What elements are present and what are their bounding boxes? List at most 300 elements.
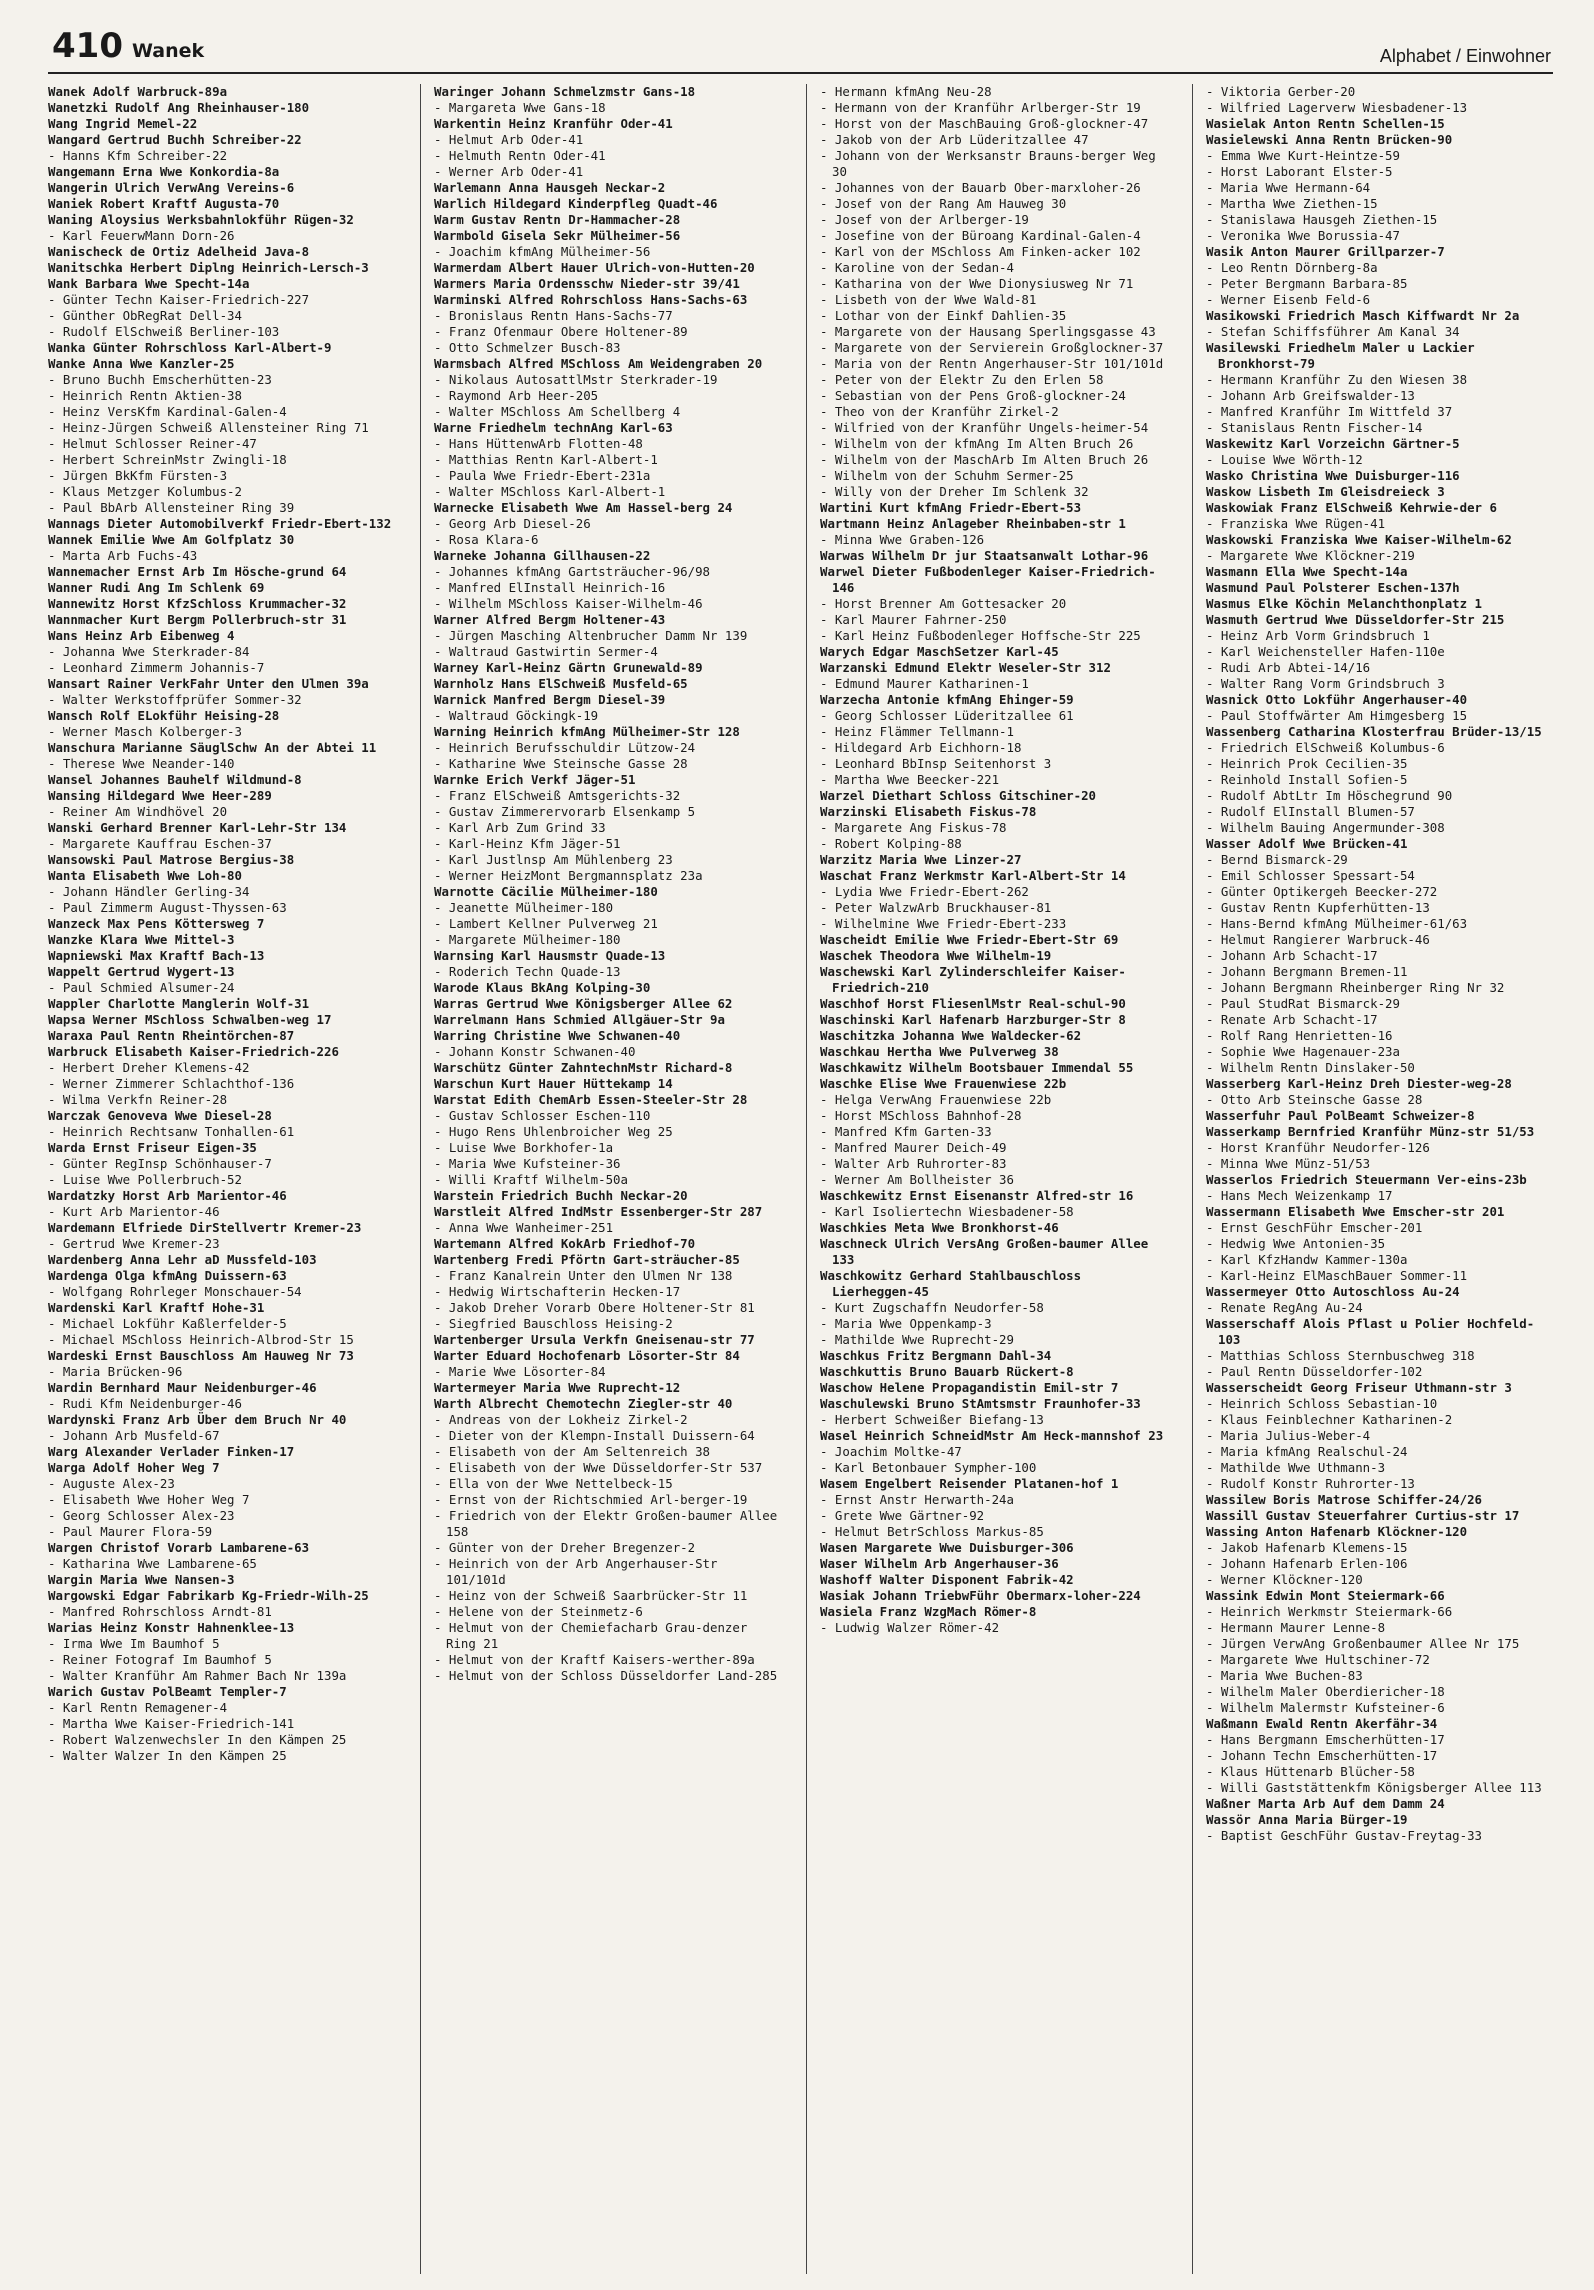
directory-entry: - Franz Ofenmaur Obere Holtener-89 bbox=[434, 324, 688, 339]
directory-entry: - Karl Rentn Remagener-4 bbox=[48, 1700, 228, 1715]
directory-entry: - Helene von der Steinmetz-6 bbox=[434, 1604, 643, 1619]
directory-entry: Wardenski Karl Kraftf Hohe-31 bbox=[48, 1300, 265, 1315]
directory-entry: - Marta Arb Fuchs-43 bbox=[48, 548, 198, 563]
directory-entry: - Leonhard BbInsp Seitenhorst 3 bbox=[820, 756, 1052, 771]
directory-entry: Wansart Rainer VerkFahr Unter den Ulmen 39a bbox=[48, 676, 369, 691]
directory-entry: - Hermann von der Kranführ Arlberger-Str 19 bbox=[820, 100, 1141, 115]
directory-entry: - Gustav Rentn Kupferhütten-13 bbox=[1206, 900, 1430, 915]
directory-entry: - Walter Arb Ruhrorter-83 bbox=[820, 1156, 1007, 1171]
directory-entry: Waschek Theodora Wwe Wilhelm-19 bbox=[820, 948, 1052, 963]
directory-entry: - Willi Kraftf Wilhelm-50a bbox=[434, 1172, 628, 1187]
directory-entry: Warnsing Karl Hausmstr Quade-13 bbox=[434, 948, 666, 963]
directory-entry: - Werner Klöckner-120 bbox=[1206, 1572, 1363, 1587]
directory-entry: Wardatzky Horst Arb Marientor-46 bbox=[48, 1188, 287, 1203]
directory-entry: - Hans HüttenwArb Flotten-48 bbox=[434, 436, 643, 451]
directory-entry: - Helmut Arb Oder-41 bbox=[434, 132, 584, 147]
directory-entry: Warlich Hildegard Kinderpfleg Quadt-46 bbox=[434, 196, 718, 211]
directory-entry: Warich Gustav PolBeamt Templer-7 bbox=[48, 1684, 287, 1699]
directory-entry: - Horst von der MaschBauing Groß-glockner-47 bbox=[820, 116, 1149, 131]
column-divider bbox=[806, 84, 807, 2274]
column-3 bbox=[820, 84, 1166, 2274]
directory-entry: Warda Ernst Friseur Eigen-35 bbox=[48, 1140, 257, 1155]
directory-entry: - Johann von der Werksanstr Brauns-berger Weg 30 bbox=[820, 148, 1156, 179]
directory-entry: Waschat Franz Werkmstr Karl-Albert-Str 14 bbox=[820, 868, 1126, 883]
directory-entry: - Leo Rentn Dörnberg-8a bbox=[1206, 260, 1378, 275]
directory-entry: Wasserberg Karl-Heinz Dreh Diester-weg-28 bbox=[1206, 1076, 1512, 1091]
directory-entry: Warnke Erich Verkf Jäger-51 bbox=[434, 772, 636, 787]
directory-entry: - Ludwig Walzer Römer-42 bbox=[820, 1620, 1000, 1635]
directory-entry: - Margarete Ang Fiskus-78 bbox=[820, 820, 1007, 835]
directory-entry: Warstleit Alfred IndMstr Essenberger-Str 287 bbox=[434, 1204, 763, 1219]
directory-entry: - Johann Händler Gerling-34 bbox=[48, 884, 250, 899]
directory-entry: - Wilhelm von der kfmAng Im Alten Bruch 26 bbox=[820, 436, 1134, 451]
directory-entry: Wasserscheidt Georg Friseur Uthmann-str 3 bbox=[1206, 1380, 1512, 1395]
directory-entry: - Hildegard Arb Eichhorn-18 bbox=[820, 740, 1022, 755]
directory-entry: - Maria kfmAng Realschul-24 bbox=[1206, 1444, 1408, 1459]
directory-entry: - Sebastian von der Pens Groß-glockner-24 bbox=[820, 388, 1126, 403]
directory-entry: Wasilewski Friedhelm Maler u Lackier Bronkhorst-79 bbox=[1206, 340, 1475, 371]
directory-entry: Wasmann Ella Wwe Specht-14a bbox=[1206, 564, 1408, 579]
directory-entry: Wassilew Boris Matrose Schiffer-24/26 bbox=[1206, 1492, 1483, 1507]
directory-entry: Warstat Edith ChemArb Essen-Steeler-Str 28 bbox=[434, 1092, 748, 1107]
directory-entry: Wanner Rudi Ang Im Schlenk 69 bbox=[48, 580, 265, 595]
directory-entry: Warzanski Edmund Elektr Weseler-Str 312 bbox=[820, 660, 1111, 675]
directory-entry: Wargowski Edgar Fabrikarb Kg-Friedr-Wilh-25 bbox=[48, 1588, 369, 1603]
directory-entry: Waskow Lisbeth Im Gleisdreieck 3 bbox=[1206, 484, 1445, 499]
directory-entry: - Jürgen VerwAng Großenbaumer Allee Nr 175 bbox=[1206, 1636, 1520, 1651]
directory-entry: - Franz Kanalrein Unter den Ulmen Nr 138 bbox=[434, 1268, 733, 1283]
directory-entry: - Wilhelmine Wwe Friedr-Ebert-233 bbox=[820, 916, 1067, 931]
directory-entry: - Siegfried Bauschloss Heising-2 bbox=[434, 1316, 673, 1331]
directory-entry: - Hans-Bernd kfmAng Mülheimer-61/63 bbox=[1206, 916, 1468, 931]
directory-entry: - Paul Rentn Düsseldorfer-102 bbox=[1206, 1364, 1423, 1379]
directory-entry: - Elisabeth von der Am Seltenreich 38 bbox=[434, 1444, 711, 1459]
directory-entry: - Jakob von der Arb Lüderitzallee 47 bbox=[820, 132, 1089, 147]
directory-entry: - Paul Schmied Alsumer-24 bbox=[48, 980, 235, 995]
directory-entry: - Margarete Mülheimer-180 bbox=[434, 932, 621, 947]
directory-entry: Warg Alexander Verlader Finken-17 bbox=[48, 1444, 295, 1459]
directory-entry: Warmsbach Alfred MSchloss Am Weidengraben 20 bbox=[434, 356, 763, 371]
directory-entry: - Heinz Arb Vorm Grindsbruch 1 bbox=[1206, 628, 1430, 643]
directory-entry: - Heinrich Rentn Aktien-38 bbox=[48, 388, 242, 403]
directory-entry: - Peter von der Elektr Zu den Erlen 58 bbox=[820, 372, 1104, 387]
directory-entry: - Bernd Bismarck-29 bbox=[1206, 852, 1348, 867]
directory-entry: Washoff Walter Disponent Fabrik-42 bbox=[820, 1572, 1074, 1587]
directory-entry: - Wolfgang Rohrleger Monschauer-54 bbox=[48, 1284, 302, 1299]
directory-entry: Waskewitz Karl Vorzeichn Gärtner-5 bbox=[1206, 436, 1460, 451]
directory-entry: Wanski Gerhard Brenner Karl-Lehr-Str 134 bbox=[48, 820, 347, 835]
directory-entry: - Katharina Wwe Lambarene-65 bbox=[48, 1556, 257, 1571]
directory-entry: - Heinz VersKfm Kardinal-Galen-4 bbox=[48, 404, 287, 419]
directory-entry: - Wilhelm von der MaschArb Im Alten Bruch 26 bbox=[820, 452, 1149, 467]
directory-entry: - Hans Bergmann Emscherhütten-17 bbox=[1206, 1732, 1445, 1747]
directory-entry: Wardenberg Anna Lehr aD Mussfeld-103 bbox=[48, 1252, 317, 1267]
directory-entry: Wangerin Ulrich VerwAng Vereins-6 bbox=[48, 180, 295, 195]
directory-entry: Wapniewski Max Kraftf Bach-13 bbox=[48, 948, 265, 963]
directory-entry: Warning Heinrich kfmAng Mülheimer-Str 128 bbox=[434, 724, 740, 739]
directory-entry: - Karl Maurer Fahrner-250 bbox=[820, 612, 1007, 627]
directory-entry: - Heinrich Prok Cecilien-35 bbox=[1206, 756, 1408, 771]
directory-entry: - Ernst Anstr Herwarth-24a bbox=[820, 1492, 1014, 1507]
directory-entry: Wasel Heinrich SchneidMstr Am Heck-mannshof 23 bbox=[820, 1428, 1164, 1443]
column-divider bbox=[420, 84, 421, 2274]
directory-entry: Waschkawitz Wilhelm Bootsbauer Immendal 55 bbox=[820, 1060, 1134, 1075]
directory-entry: Warneke Johanna Gillhausen-22 bbox=[434, 548, 651, 563]
directory-entry: - Joachim kfmAng Mülheimer-56 bbox=[434, 244, 651, 259]
directory-entry: - Waltraud Göckingk-19 bbox=[434, 708, 599, 723]
directory-entry: Wanzeck Max Pens Köttersweg 7 bbox=[48, 916, 265, 931]
directory-entry: - Michael MSchloss Heinrich-Albrod-Str 15 bbox=[48, 1332, 354, 1347]
directory-entry: - Luise Wwe Pollerbruch-52 bbox=[48, 1172, 242, 1187]
directory-entry: - Georg Schlosser Lüderitzallee 61 bbox=[820, 708, 1074, 723]
directory-entry: - Gustav Schlosser Eschen-110 bbox=[434, 1108, 651, 1123]
directory-entry: Wassink Edwin Mont Steiermark-66 bbox=[1206, 1588, 1445, 1603]
directory-entry: - Minna Wwe Graben-126 bbox=[820, 532, 985, 547]
directory-entry: Wasko Christina Wwe Duisburger-116 bbox=[1206, 468, 1460, 483]
directory-entry: Wartermeyer Maria Wwe Ruprecht-12 bbox=[434, 1380, 681, 1395]
directory-entry: - Herbert Dreher Klemens-42 bbox=[48, 1060, 250, 1075]
directory-entry: Wardynski Franz Arb Über dem Bruch Nr 40 bbox=[48, 1412, 347, 1427]
directory-entry: - Maria Wwe Hermann-64 bbox=[1206, 180, 1371, 195]
directory-entry: Wassör Anna Maria Bürger-19 bbox=[1206, 1812, 1408, 1827]
directory-entry: - Sophie Wwe Hagenauer-23a bbox=[1206, 1044, 1400, 1059]
directory-entry: - Horst Laborant Elster-5 bbox=[1206, 164, 1393, 179]
directory-entry: - Karl Heinz Fußbodenleger Hoffsche-Str 225 bbox=[820, 628, 1141, 643]
directory-entry: - Walter Rang Vorm Grindsbruch 3 bbox=[1206, 676, 1445, 691]
directory-entry: - Günter RegInsp Schönhauser-7 bbox=[48, 1156, 272, 1171]
column-1 bbox=[48, 84, 394, 2274]
directory-entry: Waschinski Karl Hafenarb Harzburger-Str 8 bbox=[820, 1012, 1126, 1027]
column-2 bbox=[434, 84, 780, 2274]
directory-entry: - Reiner Am Windhövel 20 bbox=[48, 804, 228, 819]
directory-entry: - Wilfried von der Kranführ Ungels-heimer-54 bbox=[820, 420, 1149, 435]
directory-entry: - Lydia Wwe Friedr-Ebert-262 bbox=[820, 884, 1029, 899]
directory-entry: Wanka Günter Rohrschloss Karl-Albert-9 bbox=[48, 340, 332, 355]
directory-entry: - Lothar von der Einkf Dahlien-35 bbox=[820, 308, 1067, 323]
directory-entry: - Margareta Wwe Gans-18 bbox=[434, 100, 606, 115]
directory-entry: - Mathilde Wwe Uthmann-3 bbox=[1206, 1460, 1386, 1475]
directory-entry: Wansel Johannes Bauhelf Wildmund-8 bbox=[48, 772, 302, 787]
directory-entry: - Dieter von der Klempn-Install Duissern-64 bbox=[434, 1428, 755, 1443]
directory-entry: Waringer Johann Schmelzmstr Gans-18 bbox=[434, 84, 696, 99]
directory-entry: - Walter Werkstoffprüfer Sommer-32 bbox=[48, 692, 302, 707]
directory-entry: - Roderich Techn Quade-13 bbox=[434, 964, 621, 979]
directory-entry: - Margarete von der Hausang Sperlingsgasse 43 bbox=[820, 324, 1156, 339]
directory-entry: Wannek Emilie Wwe Am Golfplatz 30 bbox=[48, 532, 295, 547]
directory-entry: - Louise Wwe Wörth-12 bbox=[1206, 452, 1363, 467]
directory-entry: - Rudolf Konstr Ruhrorter-13 bbox=[1206, 1476, 1415, 1491]
directory-entry: - Werner Zimmerer Schlachthof-136 bbox=[48, 1076, 295, 1091]
directory-entry: Waschkau Hertha Wwe Pulverweg 38 bbox=[820, 1044, 1059, 1059]
directory-entry: Wansch Rolf ELokführ Heising-28 bbox=[48, 708, 280, 723]
directory-entry: Wasielewski Anna Rentn Brücken-90 bbox=[1206, 132, 1453, 147]
directory-entry: Wartmann Heinz Anlageber Rheinbaben-str 1 bbox=[820, 516, 1126, 531]
directory-entry: Wardemann Elfriede DirStellvertr Kremer-23 bbox=[48, 1220, 362, 1235]
directory-entry: Wapsa Werner MSchloss Schwalben-weg 17 bbox=[48, 1012, 332, 1027]
directory-entry: - Johann Techn Emscherhütten-17 bbox=[1206, 1748, 1438, 1763]
directory-entry: - Anna Wwe Wanheimer-251 bbox=[434, 1220, 614, 1235]
directory-entry: - Reinhold Install Sofien-5 bbox=[1206, 772, 1408, 787]
directory-entry: - Karl Betonbauer Sympher-100 bbox=[820, 1460, 1037, 1475]
directory-entry: Wasem Engelbert Reisender Platanen-hof 1 bbox=[820, 1476, 1119, 1491]
directory-entry: - Waltraud Gastwirtin Sermer-4 bbox=[434, 644, 658, 659]
directory-entry: Warminski Alfred Rohrschloss Hans-Sachs-63 bbox=[434, 292, 748, 307]
directory-entry: - Willy von der Dreher Im Schlenk 32 bbox=[820, 484, 1089, 499]
directory-entry: - Karl FeuerwMann Dorn-26 bbox=[48, 228, 235, 243]
directory-entry: Warmerdam Albert Hauer Ulrich-von-Hutten-20 bbox=[434, 260, 755, 275]
directory-entry: - Werner Arb Oder-41 bbox=[434, 164, 584, 179]
directory-entry: - Stanislaus Rentn Fischer-14 bbox=[1206, 420, 1423, 435]
directory-entry: - Maria Wwe Buchen-83 bbox=[1206, 1668, 1363, 1683]
directory-entry: - Grete Wwe Gärtner-92 bbox=[820, 1508, 985, 1523]
directory-entry: - Karl-Heinz ElMaschBauer Sommer-11 bbox=[1206, 1268, 1468, 1283]
directory-entry: - Willi Gaststättenkfm Königsberger Allee 113 bbox=[1206, 1780, 1542, 1795]
directory-entry: - Martha Wwe Kaiser-Friedrich-141 bbox=[48, 1716, 295, 1731]
directory-entry: - Martha Wwe Beecker-221 bbox=[820, 772, 1000, 787]
directory-entry: - Karl-Heinz Kfm Jäger-51 bbox=[434, 836, 621, 851]
directory-entry: Wasmund Paul Polsterer Eschen-137h bbox=[1206, 580, 1460, 595]
directory-entry: - Heinrich Werkmstr Steiermark-66 bbox=[1206, 1604, 1453, 1619]
directory-entry: Wans Heinz Arb Eibenweg 4 bbox=[48, 628, 235, 643]
directory-entry: Waschkewitz Ernst Eisenanstr Alfred-str 16 bbox=[820, 1188, 1134, 1203]
directory-entry: Wasiela Franz WzgMach Römer-8 bbox=[820, 1604, 1037, 1619]
directory-entry: Waschhof Horst FliesenlMstr Real-schul-90 bbox=[820, 996, 1126, 1011]
directory-entry: - Helmut von der Chemiefacharb Grau-denzer Ring 21 bbox=[434, 1620, 748, 1651]
directory-entry: - Josef von der Arlberger-19 bbox=[820, 212, 1029, 227]
directory-entry: Wasen Margarete Wwe Duisburger-306 bbox=[820, 1540, 1074, 1555]
directory-entry: Wang Ingrid Memel-22 bbox=[48, 116, 198, 131]
directory-entry: Waniek Robert Kraftf Augusta-70 bbox=[48, 196, 280, 211]
directory-entry: - Wilhelm Bauing Angermunder-308 bbox=[1206, 820, 1445, 835]
directory-entry: - Johannes von der Bauarb Ober-marxloher-26 bbox=[820, 180, 1141, 195]
directory-entry: Warm Gustav Rentn Dr-Hammacher-28 bbox=[434, 212, 681, 227]
directory-entry: Warne Friedhelm technAng Karl-63 bbox=[434, 420, 673, 435]
directory-entry: - Renate RegAng Au-24 bbox=[1206, 1300, 1363, 1315]
directory-entry: - Stanislawa Hausgeh Ziethen-15 bbox=[1206, 212, 1438, 227]
directory-entry: Wangard Gertrud Buchh Schreiber-22 bbox=[48, 132, 302, 147]
directory-entry: Wasmus Elke Köchin Melanchthonplatz 1 bbox=[1206, 596, 1483, 611]
directory-entry: Warnholz Hans ElSchweiß Musfeld-65 bbox=[434, 676, 688, 691]
directory-entry: Waschke Elise Wwe Frauenwiese 22b bbox=[820, 1076, 1067, 1091]
directory-entry: - Wilhelm Malermstr Kufsteiner-6 bbox=[1206, 1700, 1445, 1715]
directory-entry: - Walter MSchloss Am Schellberg 4 bbox=[434, 404, 681, 419]
directory-entry: - Helmut Rangierer Warbruck-46 bbox=[1206, 932, 1430, 947]
directory-entry: - Hanns Kfm Schreiber-22 bbox=[48, 148, 228, 163]
directory-entry: - Klaus Feinblechner Katharinen-2 bbox=[1206, 1412, 1453, 1427]
directory-entry: - Hermann Kranführ Zu den Wiesen 38 bbox=[1206, 372, 1468, 387]
directory-entry: - Baptist GeschFühr Gustav-Freytag-33 bbox=[1206, 1828, 1483, 1843]
directory-entry: - Paul Stoffwärter Am Himgesberg 15 bbox=[1206, 708, 1468, 723]
directory-entry: - Wilhelm von der Schuhm Sermer-25 bbox=[820, 468, 1074, 483]
directory-entry: - Marie Wwe Lösorter-84 bbox=[434, 1364, 606, 1379]
directory-entry: - Helmut von der Kraftf Kaisers-werther-89a bbox=[434, 1652, 755, 1667]
directory-entry: Wassermann Elisabeth Wwe Emscher-str 201 bbox=[1206, 1204, 1505, 1219]
directory-entry: - Emil Schlosser Spessart-54 bbox=[1206, 868, 1415, 883]
directory-entry: Warzinski Elisabeth Fiskus-78 bbox=[820, 804, 1037, 819]
directory-entry: - Hans Mech Weizenkamp 17 bbox=[1206, 1188, 1393, 1203]
directory-entry: - Johann Konstr Schwanen-40 bbox=[434, 1044, 636, 1059]
directory-entry: - Elisabeth von der Wwe Düsseldorfer-Str 537 bbox=[434, 1460, 763, 1475]
directory-entry: - Wilfried Lagerverw Wiesbadener-13 bbox=[1206, 100, 1468, 115]
directory-entry: Wargin Maria Wwe Nansen-3 bbox=[48, 1572, 235, 1587]
directory-entry: - Friedrich von der Elektr Großen-baumer Allee 158 bbox=[434, 1508, 778, 1539]
directory-entry: Warnecke Elisabeth Wwe Am Hassel-berg 24 bbox=[434, 500, 733, 515]
directory-entry: Wanetzki Rudolf Ang Rheinhauser-180 bbox=[48, 100, 310, 115]
directory-entry: - Johann Arb Schacht-17 bbox=[1206, 948, 1378, 963]
directory-entry: Warmers Maria Ordensschw Nieder-str 39/41 bbox=[434, 276, 740, 291]
directory-entry: - Maria von der Rentn Angerhauser-Str 101/101d bbox=[820, 356, 1164, 371]
directory-entry: - Heinz von der Schweiß Saarbrücker-Str 11 bbox=[434, 1588, 748, 1603]
directory-entry: - Werner Am Bollheister 36 bbox=[820, 1172, 1014, 1187]
directory-entry: - Lisbeth von der Wwe Wald-81 bbox=[820, 292, 1037, 307]
directory-entry: Waschkowitz Gerhard Stahlbauschloss Lierheggen-45 bbox=[820, 1268, 1082, 1299]
directory-entry: Waschitzka Johanna Wwe Waldecker-62 bbox=[820, 1028, 1082, 1043]
directory-entry: Waschkus Fritz Bergmann Dahl-34 bbox=[820, 1348, 1052, 1363]
directory-entry: Warnotte Cäcilie Mülheimer-180 bbox=[434, 884, 658, 899]
directory-entry: Wartenberg Fredi Pförtn Gart-sträucher-85 bbox=[434, 1252, 740, 1267]
directory-entry: - Rudi Arb Abtei-14/16 bbox=[1206, 660, 1371, 675]
directory-entry: - Georg Arb Diesel-26 bbox=[434, 516, 591, 531]
directory-entry: - Veronika Wwe Borussia-47 bbox=[1206, 228, 1400, 243]
directory-entry: - Rosa Klara-6 bbox=[434, 532, 539, 547]
section-title: Alphabet / Einwohner bbox=[1379, 46, 1551, 66]
directory-entry: - Maria Julius-Weber-4 bbox=[1206, 1428, 1371, 1443]
directory-entry: Wassermeyer Otto Autoschloss Au-24 bbox=[1206, 1284, 1460, 1299]
directory-entry: - Heinrich Schloss Sebastian-10 bbox=[1206, 1396, 1438, 1411]
directory-entry: Wartemann Alfred KokArb Friedhof-70 bbox=[434, 1236, 696, 1251]
directory-entry: - Elisabeth Wwe Hoher Weg 7 bbox=[48, 1492, 250, 1507]
directory-entry: Wappler Charlotte Manglerin Wolf-31 bbox=[48, 996, 310, 1011]
directory-entry: - Johann Bergmann Bremen-11 bbox=[1206, 964, 1408, 979]
directory-entry: Warych Edgar MaschSetzer Karl-45 bbox=[820, 644, 1059, 659]
directory-entry: - Günter von der Dreher Bregenzer-2 bbox=[434, 1540, 696, 1555]
directory-entry: - Matthias Rentn Karl-Albert-1 bbox=[434, 452, 658, 467]
directory-entry: Waskowiak Franz ElSchweiß Kehrwie-der 6 bbox=[1206, 500, 1497, 515]
directory-entry: Wardeski Ernst Bauschloss Am Hauweg Nr 73 bbox=[48, 1348, 354, 1363]
directory-entry: - Heinz Flämmer Tellmann-1 bbox=[820, 724, 1014, 739]
directory-entry: Wannags Dieter Automobilverkf Friedr-Ebert-132 bbox=[48, 516, 392, 531]
directory-entry: - Robert Walzenwechsler In den Kämpen 25 bbox=[48, 1732, 347, 1747]
directory-entry: - Rudolf ElInstall Blumen-57 bbox=[1206, 804, 1415, 819]
directory-entry: Warias Heinz Konstr Hahnenklee-13 bbox=[48, 1620, 295, 1635]
directory-entry: - Johann Arb Musfeld-67 bbox=[48, 1428, 220, 1443]
directory-entry: - Werner Masch Kolberger-3 bbox=[48, 724, 242, 739]
directory-entry: Wanta Elisabeth Wwe Loh-80 bbox=[48, 868, 242, 883]
directory-entry: - Otto Arb Steinsche Gasse 28 bbox=[1206, 1092, 1423, 1107]
directory-entry: - Peter Bergmann Barbara-85 bbox=[1206, 276, 1408, 291]
directory-entry: - Werner Eisenb Feld-6 bbox=[1206, 292, 1371, 307]
directory-entry: - Jakob Dreher Vorarb Obere Holtener-Str 81 bbox=[434, 1300, 755, 1315]
directory-entry: - Günther ObRegRat Dell-34 bbox=[48, 308, 242, 323]
directory-entry: - Luise Wwe Borkhofer-1a bbox=[434, 1140, 614, 1155]
directory-entry: - Theo von der Kranführ Zirkel-2 bbox=[820, 404, 1059, 419]
column-4 bbox=[1206, 84, 1552, 2274]
directory-entry: - Hedwig Wwe Antonien-35 bbox=[1206, 1236, 1386, 1251]
directory-entry: Wank Barbara Wwe Specht-14a bbox=[48, 276, 250, 291]
directory-entry: - Lambert Kellner Pulverweg 21 bbox=[434, 916, 658, 931]
directory-entry: - Emma Wwe Kurt-Heintze-59 bbox=[1206, 148, 1400, 163]
directory-entry: Wasiak Johann TriebwFühr Obermarx-loher-224 bbox=[820, 1588, 1141, 1603]
directory-entry: - Stefan Schiffsführer Am Kanal 34 bbox=[1206, 324, 1460, 339]
directory-entry: Wasnick Otto Lokführ Angerhauser-40 bbox=[1206, 692, 1468, 707]
directory-entry: - Irma Wwe Im Baumhof 5 bbox=[48, 1636, 220, 1651]
directory-entry: Waning Aloysius Werksbahnlokführ Rügen-32 bbox=[48, 212, 354, 227]
header-keyword: Wanek bbox=[132, 40, 205, 62]
directory-entry: - Klaus Metzger Kolumbus-2 bbox=[48, 484, 242, 499]
directory-entry: Wasserschaff Alois Pflast u Polier Hochfeld-103 bbox=[1206, 1316, 1535, 1347]
directory-entry: - Paul BbArb Allensteiner Ring 39 bbox=[48, 500, 295, 515]
directory-entry: - Walter Kranführ Am Rahmer Bach Nr 139a bbox=[48, 1668, 347, 1683]
directory-entry: - Horst Kranführ Neudorfer-126 bbox=[1206, 1140, 1430, 1155]
directory-entry: Wartini Kurt kfmAng Friedr-Ebert-53 bbox=[820, 500, 1082, 515]
directory-entry: - Walter MSchloss Karl-Albert-1 bbox=[434, 484, 666, 499]
directory-entry: Warney Karl-Heinz Gärtn Grunewald-89 bbox=[434, 660, 703, 675]
directory-entry: - Nikolaus AutosattlMstr Sterkrader-19 bbox=[434, 372, 718, 387]
directory-entry: - Maria Wwe Kufsteiner-36 bbox=[434, 1156, 621, 1171]
directory-entry: Warrelmann Hans Schmied Allgäuer-Str 9a bbox=[434, 1012, 725, 1027]
directory-entry: - Viktoria Gerber-20 bbox=[1206, 84, 1356, 99]
directory-entry: Wanek Adolf Warbruck-89a bbox=[48, 84, 228, 99]
directory-entry: - Jürgen BkKfm Fürsten-3 bbox=[48, 468, 228, 483]
directory-entry: Waschulewski Bruno StAmtsmstr Fraunhofer-33 bbox=[820, 1396, 1141, 1411]
directory-entry: - Rudi Kfm Neidenburger-46 bbox=[48, 1396, 242, 1411]
directory-entry: Warwas Wilhelm Dr jur Staatsanwalt Lothar-96 bbox=[820, 548, 1149, 563]
directory-entry: - Martha Wwe Ziethen-15 bbox=[1206, 196, 1378, 211]
directory-entry: - Franz ElSchweiß Amtsgerichts-32 bbox=[434, 788, 681, 803]
directory-entry: - Maria Brücken-96 bbox=[48, 1364, 183, 1379]
directory-entry: Warnick Manfred Bergm Diesel-39 bbox=[434, 692, 666, 707]
directory-entry: - Helmuth Rentn Oder-41 bbox=[434, 148, 606, 163]
directory-entry: - Wilhelm Rentn Dinslaker-50 bbox=[1206, 1060, 1415, 1075]
directory-entry: - Andreas von der Lokheiz Zirkel-2 bbox=[434, 1412, 688, 1427]
directory-entry: - Johann Arb Greifswalder-13 bbox=[1206, 388, 1415, 403]
directory-entry: - Rolf Rang Henrietten-16 bbox=[1206, 1028, 1393, 1043]
page-number: 410 bbox=[52, 26, 123, 66]
directory-entry: - Klaus Hüttenarb Blücher-58 bbox=[1206, 1764, 1415, 1779]
directory-entry: Wasmuth Gertrud Wwe Düsseldorfer-Str 215 bbox=[1206, 612, 1505, 627]
directory-entry: - Reiner Fotograf Im Baumhof 5 bbox=[48, 1652, 272, 1667]
directory-entry: Warring Christine Wwe Schwanen-40 bbox=[434, 1028, 681, 1043]
directory-entry: - Karoline von der Sedan-4 bbox=[820, 260, 1014, 275]
directory-entry: Warmbold Gisela Sekr Mülheimer-56 bbox=[434, 228, 681, 243]
directory-entry: Warschun Kurt Hauer Hüttekamp 14 bbox=[434, 1076, 673, 1091]
directory-entry: - Johanna Wwe Sterkrader-84 bbox=[48, 644, 250, 659]
directory-entry: - Margarete Wwe Hultschiner-72 bbox=[1206, 1652, 1430, 1667]
directory-entry: - Rudolf ElSchweiß Berliner-103 bbox=[48, 324, 280, 339]
directory-entry: - Friedrich ElSchweiß Kolumbus-6 bbox=[1206, 740, 1445, 755]
directory-entry: Wansowski Paul Matrose Bergius-38 bbox=[48, 852, 295, 867]
directory-entry: - Paul Maurer Flora-59 bbox=[48, 1524, 213, 1539]
directory-entry: - Manfred Kranführ Im Wittfeld 37 bbox=[1206, 404, 1453, 419]
directory-entry: - Peter WalzwArb Bruckhauser-81 bbox=[820, 900, 1052, 915]
directory-entry: - Karl Justlnsp Am Mühlenberg 23 bbox=[434, 852, 673, 867]
directory-entry: Wanischeck de Ortiz Adelheid Java-8 bbox=[48, 244, 310, 259]
directory-entry: - Franziska Wwe Rügen-41 bbox=[1206, 516, 1386, 531]
directory-entry: - Maria Wwe Oppenkamp-3 bbox=[820, 1316, 992, 1331]
directory-entry: - Margarete von der Servierein Großglockner-37 bbox=[820, 340, 1164, 355]
directory-entry: - Heinz-Jürgen Schweiß Allensteiner Ring 71 bbox=[48, 420, 369, 435]
directory-entry: Wappelt Gertrud Wygert-13 bbox=[48, 964, 235, 979]
directory-entry: - Auguste Alex-23 bbox=[48, 1476, 175, 1491]
directory-entry: Wanschura Marianne SäuglSchw An der Abtei 11 bbox=[48, 740, 377, 755]
directory-entry: Warlemann Anna Hausgeh Neckar-2 bbox=[434, 180, 666, 195]
directory-entry: - Wilhelm MSchloss Kaiser-Wilhelm-46 bbox=[434, 596, 703, 611]
directory-entry: Wassenberg Catharina Klosterfrau Brüder-13/15 bbox=[1206, 724, 1542, 739]
directory-entry: Wasserlos Friedrich Steuermann Ver-eins-23b bbox=[1206, 1172, 1527, 1187]
directory-entry: - Margarete Kauffrau Eschen-37 bbox=[48, 836, 272, 851]
directory-entry: Wasielak Anton Rentn Schellen-15 bbox=[1206, 116, 1445, 131]
directory-entry: Warth Albrecht Chemotechn Ziegler-str 40 bbox=[434, 1396, 733, 1411]
